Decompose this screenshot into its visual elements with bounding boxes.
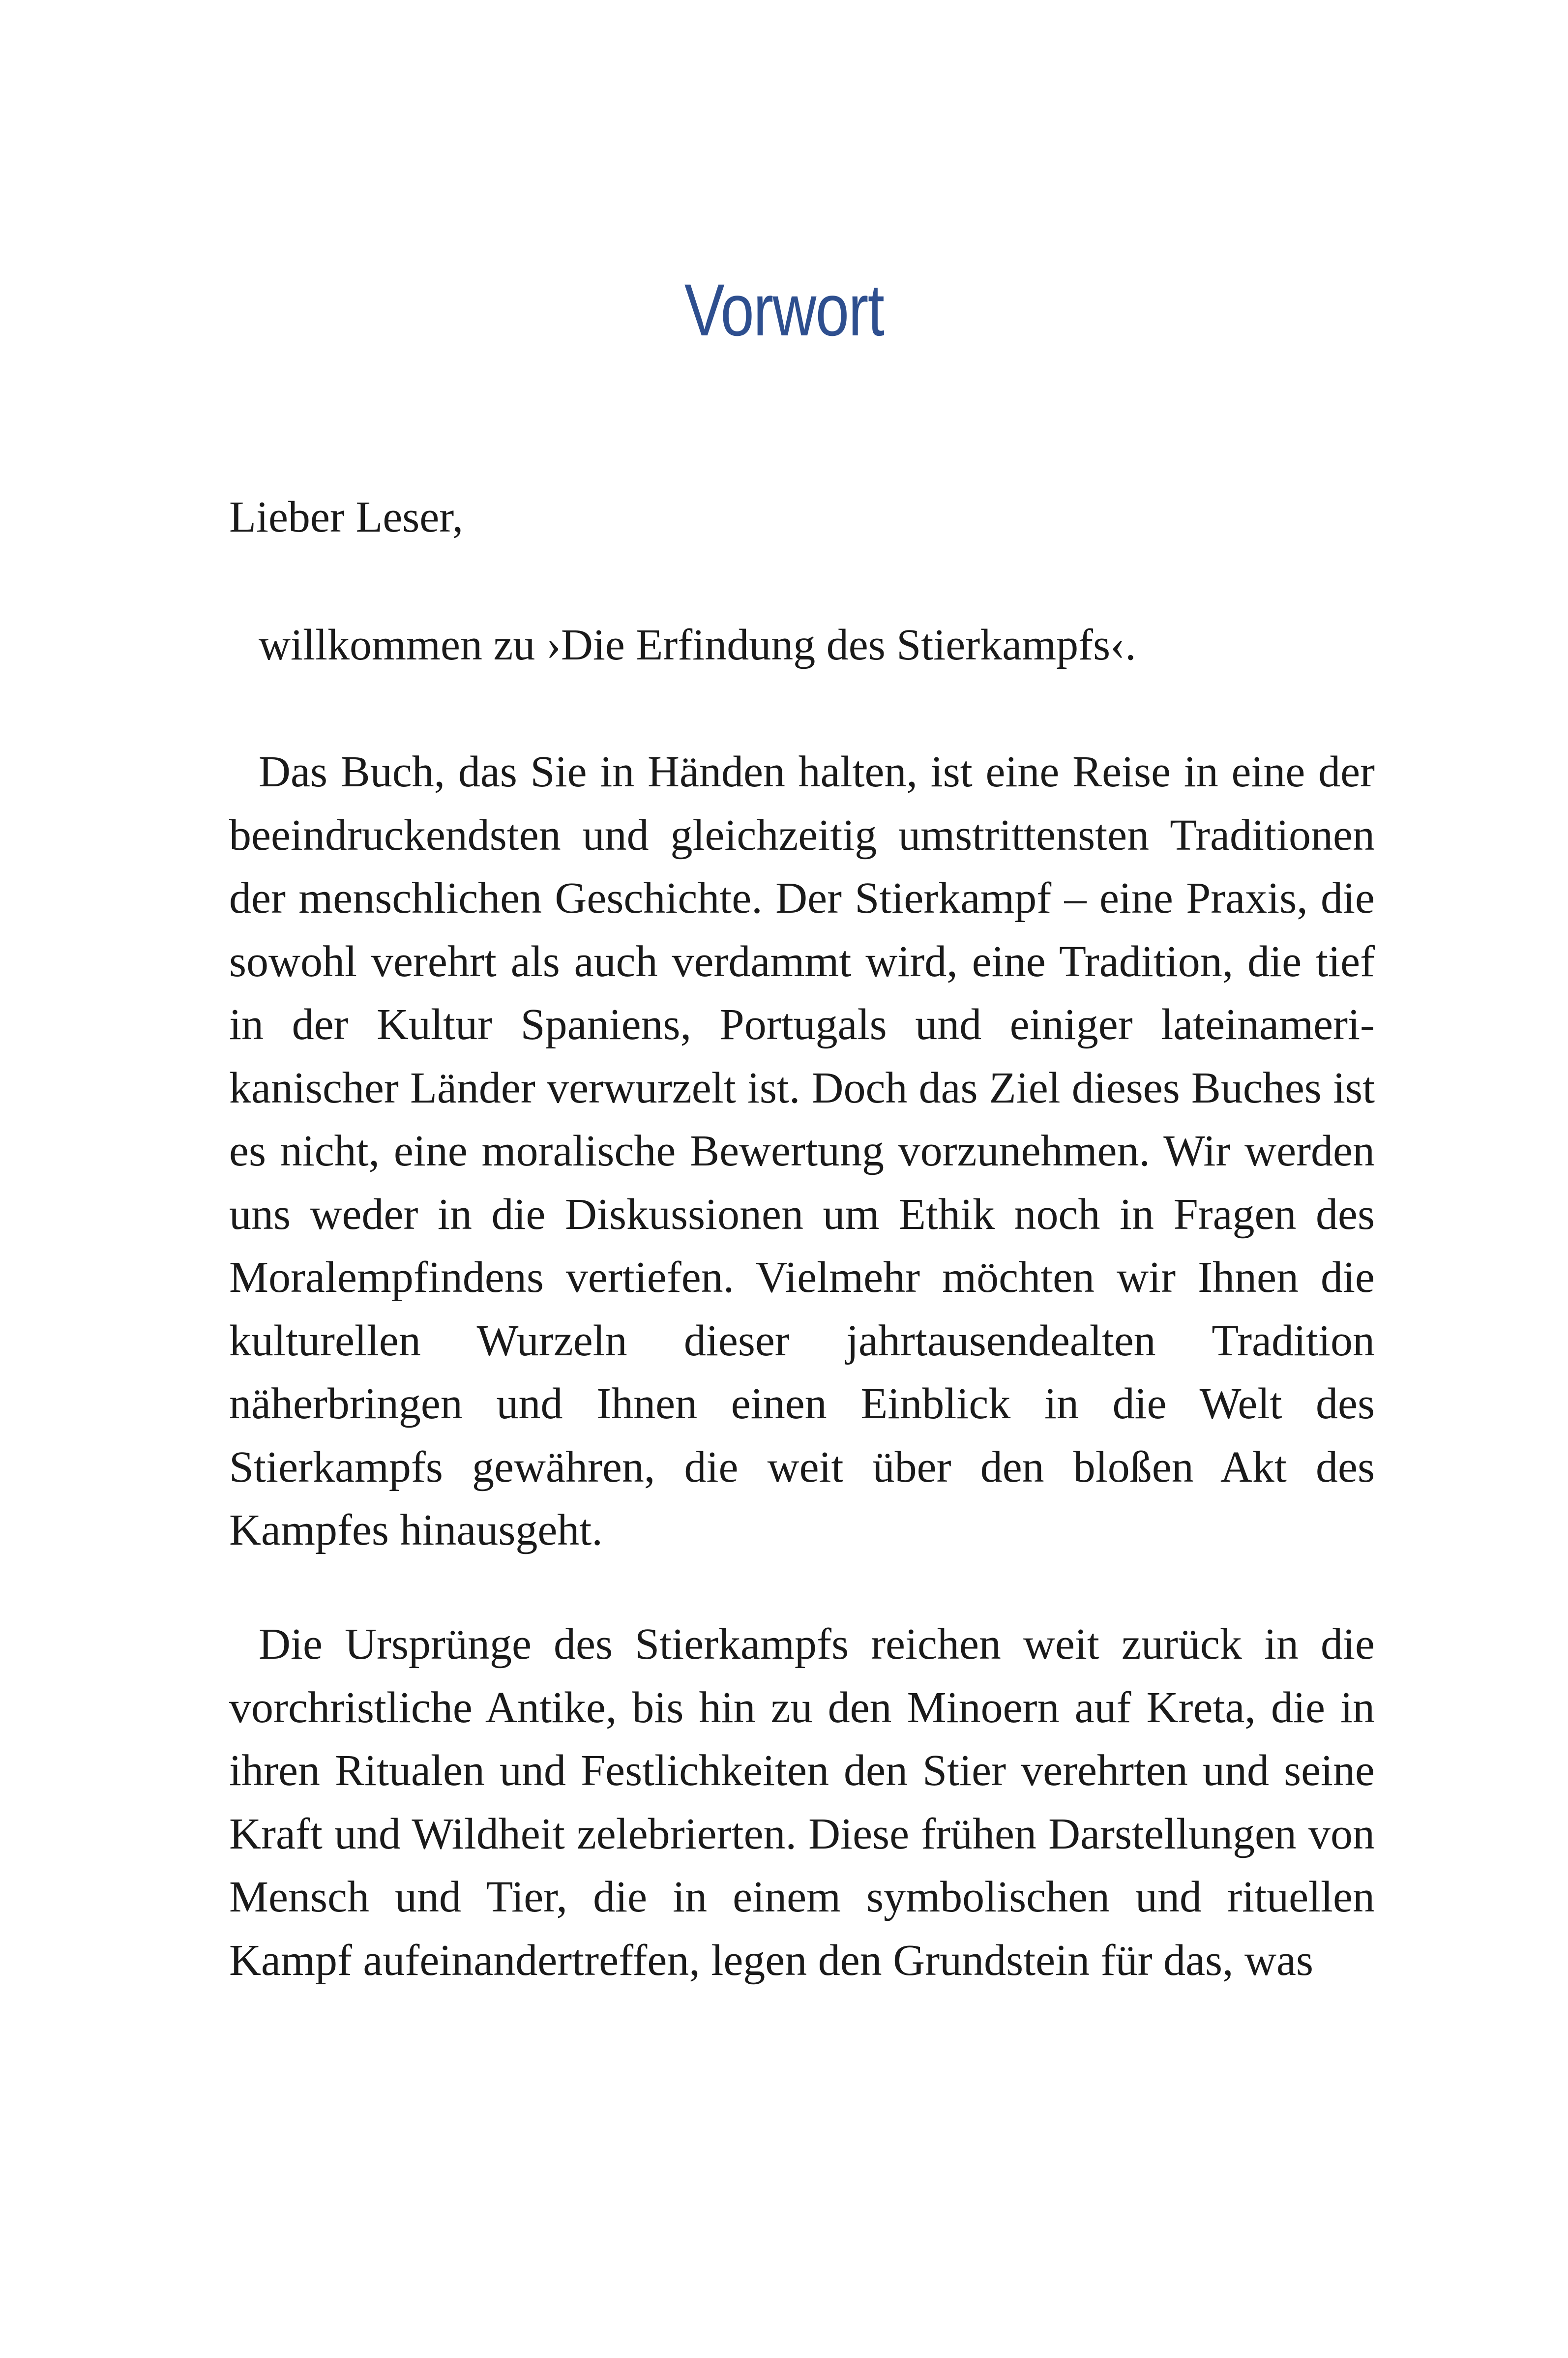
chapter-heading: Vorwort bbox=[684, 269, 884, 351]
paragraph: Die Ursprünge des Stierkampfs reichen weit zurück in die vorchristliche Antike, bis hin zu den Minoern auf Kreta, die in ihren Ritualen und Festlichkeiten den Stier verehrten und seine Kraft und Wildheit zelebrierten. Diese frühen Darstellungen von Mensch und Tier, die in einem symbolischen und rituellen Kampf aufeinandertreffen, legen den Grundstein für das, was bbox=[229, 1620, 1375, 1985]
greeting-line: Lieber Leser, bbox=[229, 493, 464, 541]
welcome-line: willkommen zu ›Die Erfindung des Stierkampfs‹. bbox=[259, 621, 1136, 669]
paragraph: Das Buch, das Sie in Händen halten, ist eine Reise in eine der beeindruckendsten und gleichzeitig umstrittensten Traditionen der menschlichen Geschichte. Der Stierkampf – eine Praxis, die sowohl verehrt als auch verdammt wird, eine Tradition, die tief in der Kultur Spaniens, Portugals und einiger lateinamerikanischer Länder verwurzelt ist. Doch das Ziel dieses Buches ist es nicht, eine moralische Bewertung vorzunehmen. Wir werden uns weder in die Diskussionen um Ethik noch in Fragen des Moralempfindens vertiefen. Vielmehr möchten wir Ihnen die kulturellen Wurzeln dieser jahrtausendealten Tradition näherbringen und Ihnen einen Einblick in die Welt des Stierkampfs gewähren, die weit über den bloßen Akt des Kampfes hinausgeht. bbox=[229, 747, 1375, 1554]
